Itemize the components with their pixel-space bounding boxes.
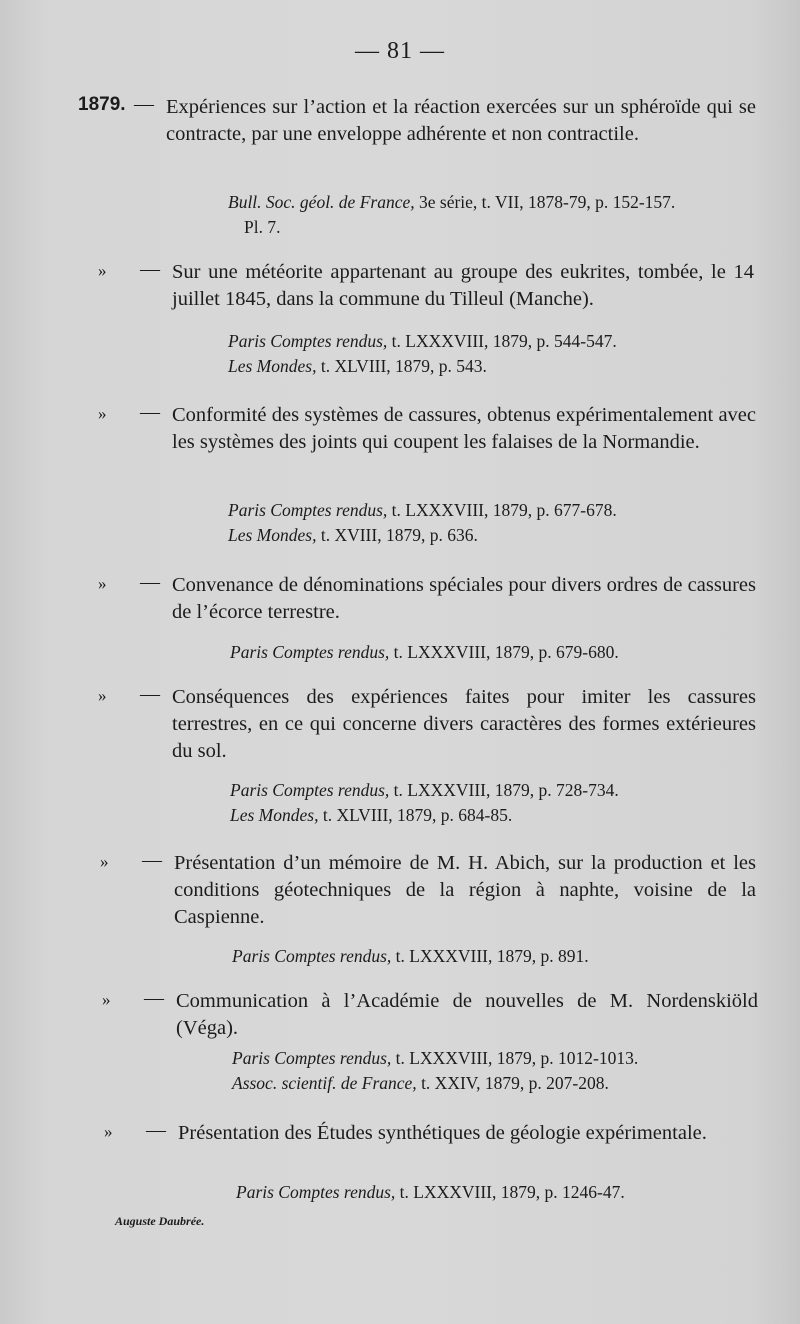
reference-journal: Les Mondes, [230, 805, 319, 825]
reference-journal: Paris Comptes rendus, [230, 780, 390, 800]
entry-text: Présentation d’un mémoire de M. H. Abich, sur la production et les conditions géotechniques de la région à naphte, voisine de la Caspienne. [174, 852, 756, 928]
reference [236, 1180, 625, 1205]
entry-references [228, 329, 617, 379]
reference-journal: Paris Comptes rendus, [228, 500, 388, 520]
page-number: — 81 — [355, 38, 445, 64]
reference [228, 354, 617, 379]
ditto-mark: » [102, 990, 111, 1009]
ditto-mark: » [98, 404, 107, 423]
entry-dash: — [144, 987, 164, 1009]
entry-dash: — [140, 258, 160, 280]
reference-details: t. XXIV, 1879, p. 207-208. [421, 1073, 609, 1093]
entry-references [236, 1180, 625, 1205]
reference [232, 944, 589, 969]
ditto-mark: » [98, 686, 107, 705]
reference [228, 523, 617, 548]
reference-journal: Les Mondes, [228, 356, 317, 376]
reference-details: 3e série, t. VII, 1878-79, p. 152-157. [419, 192, 676, 212]
reference-journal: Paris Comptes rendus, [232, 946, 392, 966]
entry-dash: — [140, 571, 160, 593]
reference-details: t. XVIII, 1879, p. 636. [320, 525, 478, 545]
entry-references [230, 640, 619, 665]
reference-details: t. XLVIII, 1879, p. 684-85. [322, 805, 513, 825]
reference-details: t. LXXXVIII, 1879, p. 1246-47. [399, 1182, 625, 1202]
reference-details: t. LXXXVIII, 1879, p. 728-734. [393, 780, 619, 800]
reference-details: t. LXXXVIII, 1879, p. 544-547. [391, 331, 617, 351]
footer-author: Auguste Daubrée. [115, 1214, 205, 1228]
entry-references [232, 1046, 638, 1096]
reference-details: t. LXXXVIII, 1879, p. 891. [395, 946, 589, 966]
reference [232, 1071, 638, 1096]
reference-details: t. XLVIII, 1879, p. 543. [320, 356, 487, 376]
ditto-mark: » [98, 261, 107, 280]
reference [228, 329, 617, 354]
entry-dash: — [146, 1119, 166, 1141]
reference [232, 1046, 638, 1071]
entry-dash: — [140, 683, 160, 705]
reference [244, 215, 675, 240]
reference-journal: Paris Comptes rendus, [228, 331, 388, 351]
entry-text: Communication à l’Académie de nouvelles de M. Nordenskiöld (Véga). [176, 990, 758, 1039]
reference-journal: Paris Comptes rendus, [230, 642, 390, 662]
ditto-mark: » [104, 1122, 113, 1141]
reference [230, 640, 619, 665]
entry-text [166, 94, 756, 148]
reference [230, 778, 619, 803]
reference-journal: Paris Comptes rendus, [232, 1048, 392, 1068]
entry-year: 1879. [78, 94, 126, 115]
entry-text: Sur une météorite appartenant au groupe des eukrites, tombée, le 14 juillet 1845, dans la commune du Tilleul (Manche). [172, 261, 754, 310]
reference [230, 803, 619, 828]
reference-details: t. LXXXVIII, 1879, p. 677-678. [391, 500, 617, 520]
reference-details: Pl. 7. [244, 217, 281, 237]
entry-text-content: Expériences sur l’action et la réaction exercées sur un sphéroïde qui se contracte, par une enveloppe adhérente et non contractile. [166, 96, 756, 145]
ditto-mark: » [100, 852, 109, 871]
entry-text: Présentation des Études synthétiques de géologie expérimentale. [178, 1122, 707, 1144]
reference [228, 190, 675, 215]
entry-dash: — [134, 93, 154, 115]
reference-details: t. LXXXVIII, 1879, p. 679-680. [393, 642, 619, 662]
entry-text: Conformité des systèmes de cassures, obtenus expérimentalement avec les systèmes des joints qui coupent les falaises de la Normandie. [172, 404, 756, 453]
entry-text: Conséquences des expériences faites pour imiter les cassures terrestres, en ce qui concerne divers caractères des formes extérieures du sol. [172, 686, 756, 762]
entry-text: Convenance de dénominations spéciales pour divers ordres de cassures de l’écorce terrestre. [172, 574, 756, 623]
entry-dash: — [140, 401, 160, 423]
entry-references [228, 190, 675, 240]
entry-references [230, 778, 619, 828]
entry-dash: — [142, 849, 162, 871]
reference [228, 498, 617, 523]
reference-journal: Assoc. scientif. de France, [232, 1073, 417, 1093]
reference-journal: Les Mondes, [228, 525, 317, 545]
reference-journal: Paris Comptes rendus, [236, 1182, 396, 1202]
ditto-mark: » [98, 574, 107, 593]
reference-journal: Bull. Soc. géol. de France, [228, 192, 415, 212]
entry-references [228, 498, 617, 548]
entry-references [232, 944, 589, 969]
reference-details: t. LXXXVIII, 1879, p. 1012-1013. [395, 1048, 639, 1068]
